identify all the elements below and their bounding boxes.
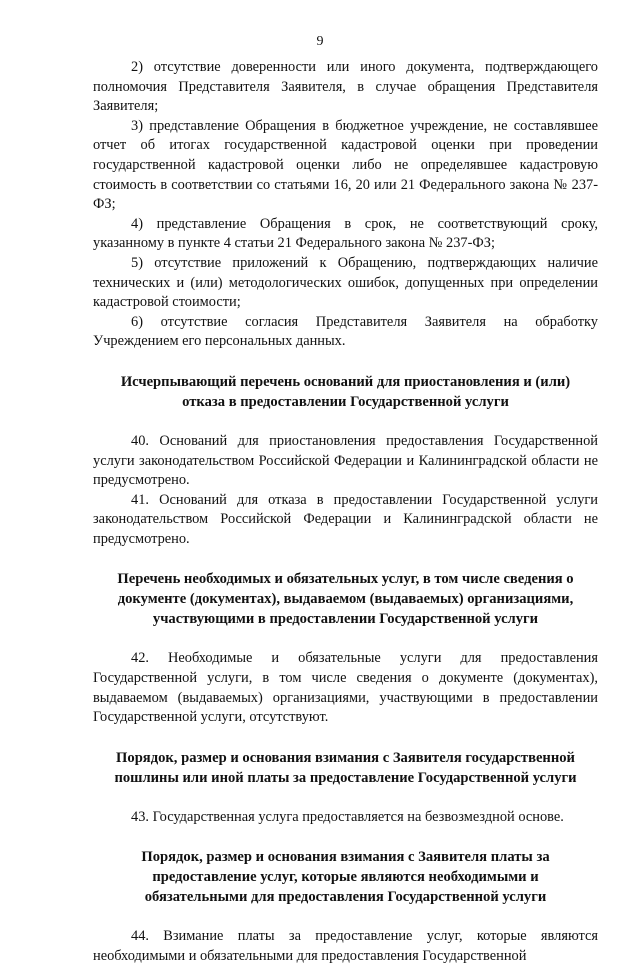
- page-number: 9: [316, 34, 324, 49]
- document-body: [93, 58, 598, 967]
- list-item: 4) представление Обращения в срок, не соответствующий сроку, указанному в пункте 4 статьи 21 Федерального закона № 237-ФЗ;: [93, 215, 598, 252]
- paragraph-43: 43. Государственная услуга предоставляется на безвозмездной основе.: [131, 808, 564, 825]
- section-heading-state-fee: Порядок, размер и основания взимания с Заявителя государственной пошлины или иной платы за предоставление Государственной услуги: [114, 749, 577, 786]
- paragraph-41: 41. Оснований для отказа в предоставлении Государственной услуги законодательством Российской Федерации и Калининградской области не предусмотрено.: [93, 491, 598, 547]
- list-item: 2) отсутствие доверенности или иного документа, подтверждающего полномочия Представителя Заявителя, в случае обращения Представителя Заявителя;: [93, 59, 598, 115]
- section-heading-service-fees: Порядок, размер и основания взимания с Заявителя платы за предоставление услуг, которые являются необходимыми и обязательными для предоставления Государственной услуги: [141, 849, 550, 906]
- section-heading-grounds: Исчерпывающий перечень оснований для приостановления и (или) отказа в предоставлении Государственной услуги: [120, 373, 571, 410]
- section-heading-required-services: Перечень необходимых и обязательных услуг, в том числе сведения о документе (документах), выдаваемом (выдаваемых) организациями, участвующими в предоставлении Государственной услуги: [117, 571, 574, 628]
- list-item: 6) отсутствие согласия Представителя Заявителя на обработку Учреждением его персональных данных.: [93, 313, 598, 350]
- list-item: 5) отсутствие приложений к Обращению, подтверждающих наличие технических и (или) методологических ошибок, допущенных при определении кадастровой стоимости;: [93, 254, 598, 311]
- paragraph-40: 40. Оснований для приостановления предоставления Государственной услуги законодательством Российской Федерации и Калининградской области не предусмотрено.: [93, 432, 598, 489]
- paragraph-44: 44. Взимание платы за предоставление услуг, которые являются необходимыми и обязательными для предоставления Государственной: [93, 928, 598, 965]
- paragraph-42: 42. Необходимые и обязательные услуги для предоставления Государственной услуги, в том числе сведения о документе (документах), выдаваемом (выдаваемых) организациями, участвующими в предоставлении Государственной услуги, отсутствуют.: [93, 650, 598, 726]
- list-item: 3) представление Обращения в бюджетное учреждение, не составлявшее отчет об итогах государственной кадастровой оценки при проведении государственной кадастровой оценки либо не определявшее кадастровую стоимость в соответствии со статьями 16, 20 или 21 Федерального закона № 237-ФЗ;: [93, 117, 598, 213]
